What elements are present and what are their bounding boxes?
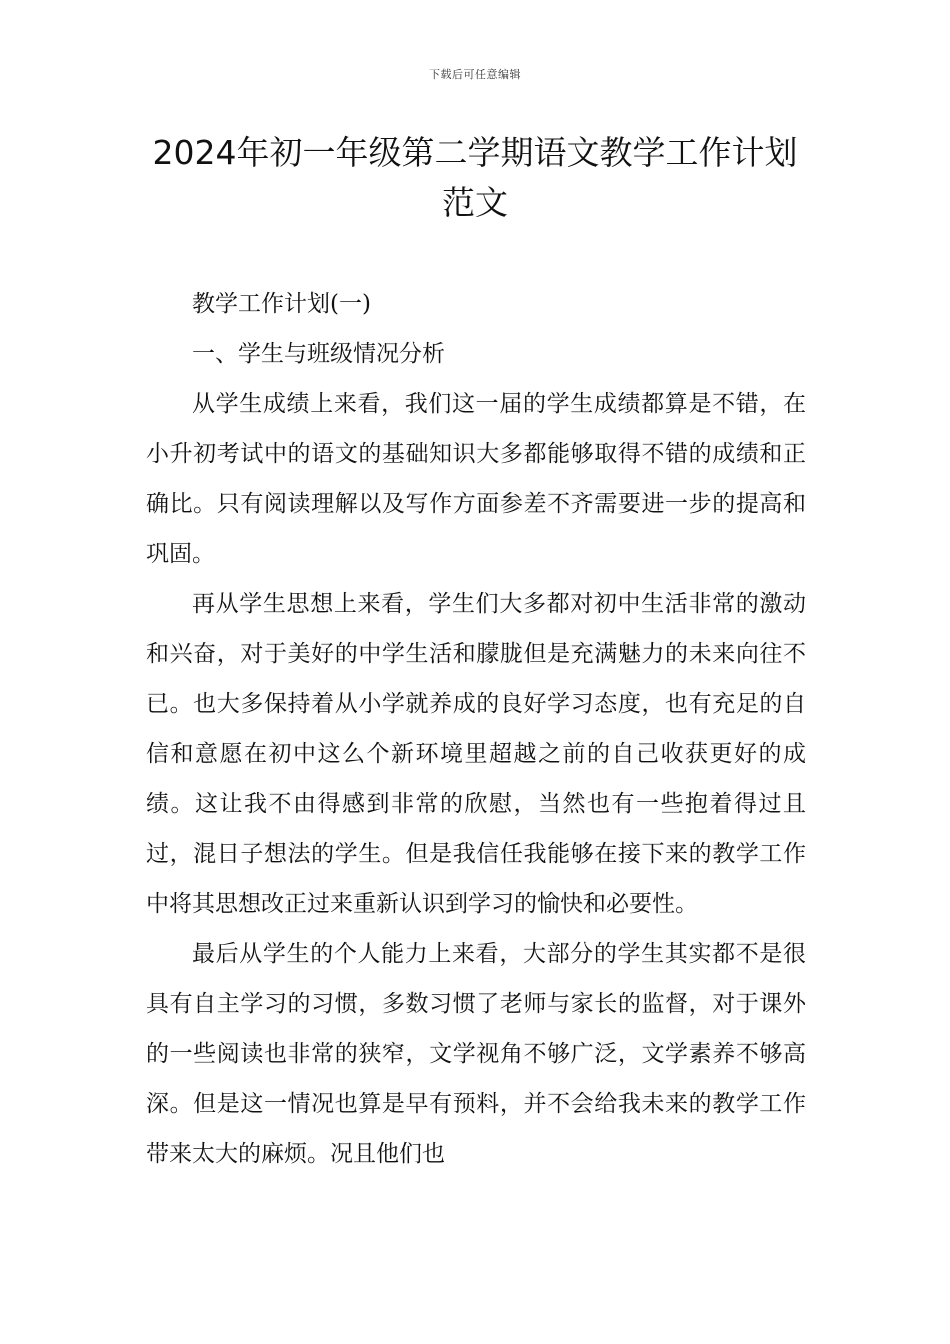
body-paragraph: 再从学生思想上来看，学生们大多都对初中生活非常的激动和兴奋，对于美好的中学生活和朦胧但是充满魅力的未来向往不已。也大多保持着从小学就养成的良好学习态度，也有充足的自信和意愿在初中这么个新环境里超越之前的自己收获更好的成绩。这让我不由得感到非常的欣慰，当然也有一些抱着得过且过，混日子想法的学生。但是我信任我能够在接下来的教学工作中将其思想改正过来重新认识到学习的愉快和必要性。 xyxy=(146,591,806,917)
body-paragraph: 最后从学生的个人能力上来看，大部分的学生其实都不是很具有自主学习的习惯，多数习惯了老师与家长的监督，对于课外的一些阅读也非常的狭窄，文学视角不够广泛，文学素养不够高深。但是这一情况也算是早有预料，并不会给我未来的教学工作带来太大的麻烦。况且他们也 xyxy=(146,941,806,1167)
header-note: 下载后可任意编辑 xyxy=(429,68,521,81)
document-body xyxy=(146,279,806,1179)
body-paragraph: 从学生成绩上来看，我们这一届的学生成绩都算是不错，在小升初考试中的语文的基础知识大多都能够取得不错的成绩和正确比。只有阅读理解以及写作方面参差不齐需要进一步的提高和巩固。 xyxy=(146,391,806,567)
subsection-heading: 一、学生与班级情况分析 xyxy=(192,341,445,367)
document-title: 2024年初一年级第二学期语文教学工作计划范文 xyxy=(152,133,798,222)
section-heading: 教学工作计划(一) xyxy=(192,291,371,317)
